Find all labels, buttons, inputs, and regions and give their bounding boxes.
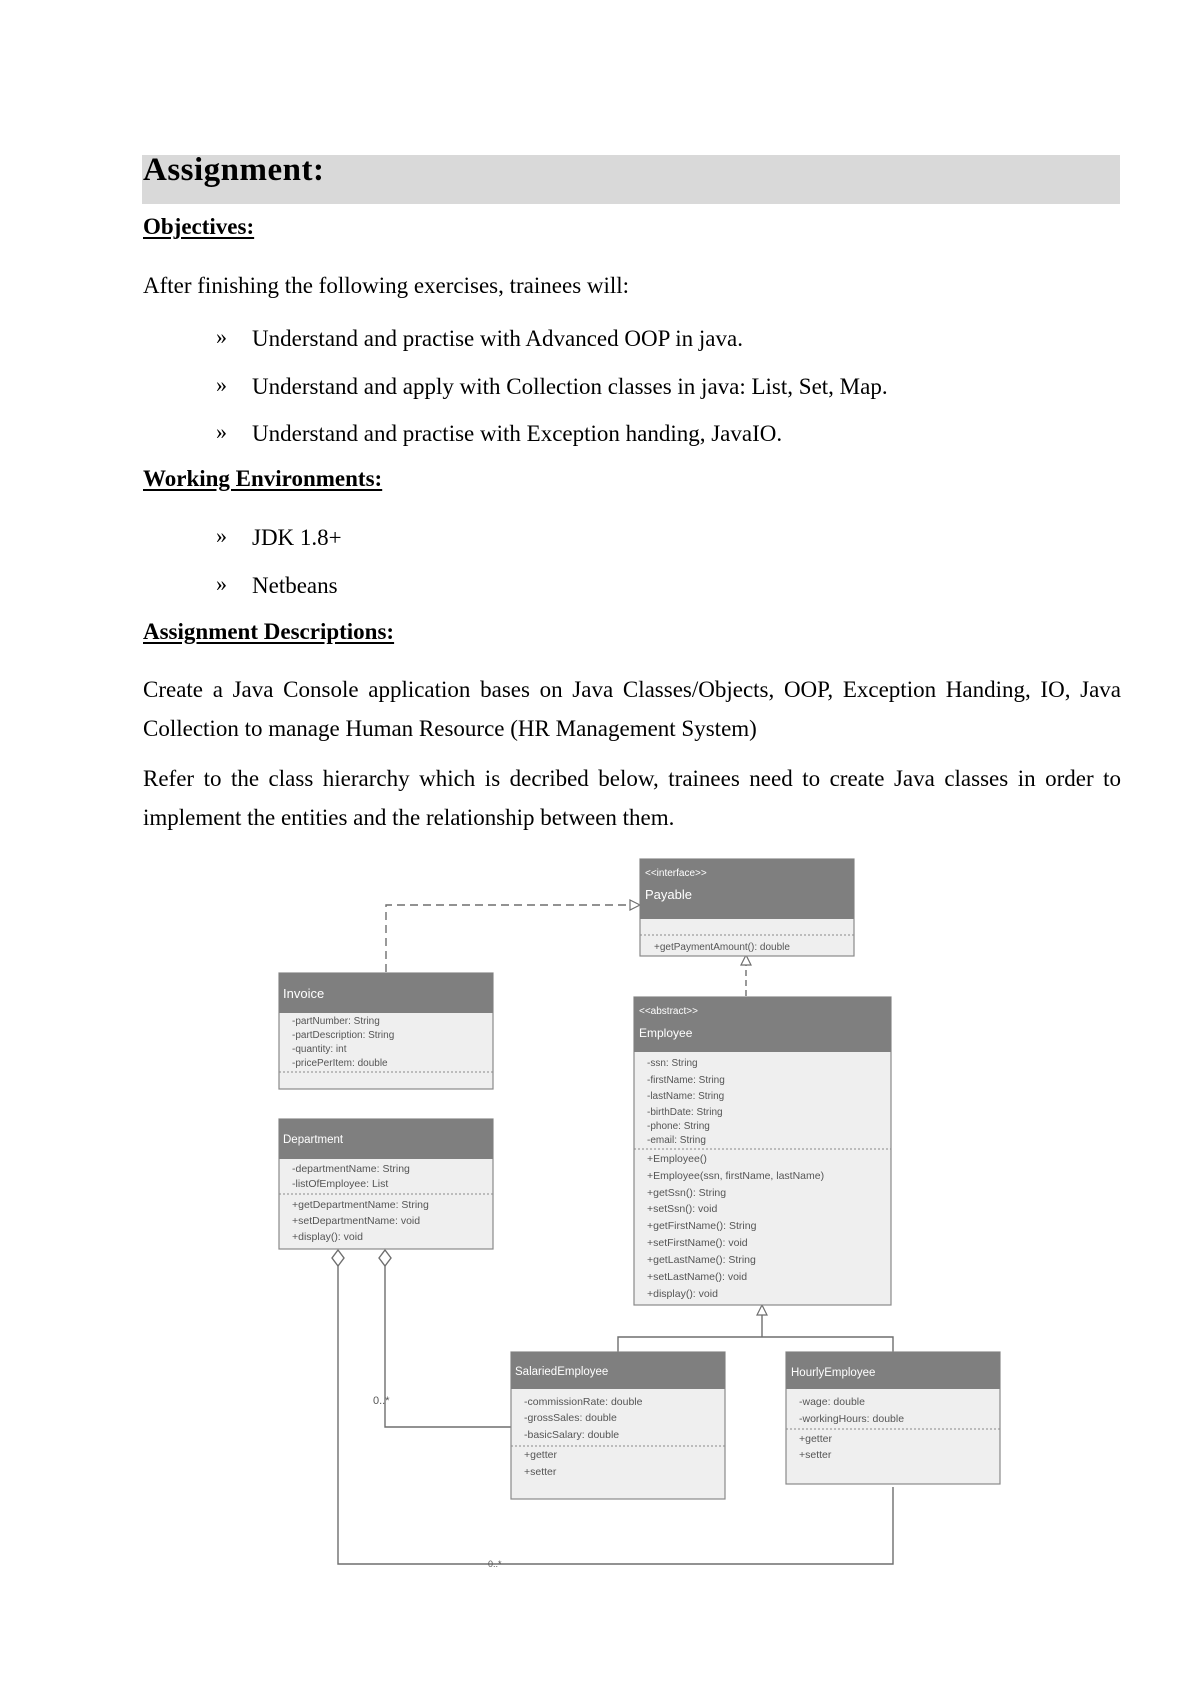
bullet-icon: » — [216, 523, 227, 548]
department-salaried-aggregation-line — [385, 1266, 511, 1427]
attribute-label: -basicSalary: double — [524, 1429, 620, 1441]
attribute-label: -lastName: String — [647, 1091, 725, 1102]
stereotype-label: <<abstract>> — [639, 1006, 698, 1017]
method-label: +setter — [799, 1449, 832, 1461]
salaried-generalization-line — [618, 1337, 762, 1352]
attribute-label: -email: String — [647, 1135, 706, 1146]
bullet-icon: » — [216, 419, 227, 444]
bullet-icon: » — [216, 571, 227, 596]
method-label: +getFirstName(): String — [647, 1220, 757, 1232]
method-label: +setFirstName(): void — [647, 1237, 748, 1249]
method-label: +getLastName(): String — [647, 1254, 756, 1266]
class-name: Payable — [645, 887, 692, 902]
method-label: +getter — [799, 1433, 832, 1445]
bullet-icon: » — [216, 372, 227, 397]
hourly-generalization-line — [762, 1337, 893, 1352]
environments-heading: Working Environments: — [143, 466, 383, 491]
list-item-text: Understand and practise with Exception handing, JavaIO. — [252, 421, 783, 446]
method-label: +Employee() — [647, 1153, 707, 1165]
method-label: +getPaymentAmount(): double — [654, 942, 790, 953]
method-label: +display(): void — [292, 1231, 363, 1243]
bullet-icon: » — [216, 324, 227, 349]
attribute-label: -wage: double — [799, 1396, 865, 1408]
attribute-label: -phone: String — [647, 1121, 710, 1132]
attribute-label: -firstName: String — [647, 1075, 725, 1086]
invoice-realization-line — [386, 905, 640, 972]
attribute-label: -ssn: String — [647, 1058, 698, 1069]
list-item-text: Understand and apply with Collection classes in java: List, Set, Map. — [252, 374, 888, 399]
class-box-invoice — [279, 973, 493, 1089]
method-label: +getSsn(): String — [647, 1187, 727, 1199]
attribute-label: -pricePerItem: double — [292, 1058, 388, 1069]
attribute-label: -birthDate: String — [647, 1107, 723, 1118]
attribute-label: -partDescription: String — [292, 1030, 395, 1041]
class-box-payable — [640, 859, 854, 956]
method-label: +Employee(ssn, firstName, lastName) — [647, 1170, 825, 1182]
method-label: +setDepartmentName: void — [292, 1215, 421, 1227]
descriptions-heading: Assignment Descriptions: — [143, 619, 395, 644]
method-label: +getter — [524, 1449, 557, 1461]
attribute-label: -partNumber: String — [292, 1016, 380, 1027]
class-box-employee — [634, 997, 891, 1305]
page-title: Assignment: — [143, 152, 325, 188]
description-paragraph: Create a Java Console application bases on Java Classes/Objects, OOP, Exception Handing, IO, Java Collection to manage Human Resource (HR Management System) — [143, 677, 1121, 741]
objectives-intro: After finishing the following exercises, trainees will: — [143, 273, 630, 298]
method-label: +setter — [524, 1466, 557, 1478]
attribute-label: -workingHours: double — [799, 1413, 905, 1425]
class-name: Invoice — [283, 986, 325, 1001]
list-item-text: JDK 1.8+ — [252, 525, 342, 550]
class-name: SalariedEmployee — [515, 1366, 609, 1378]
attribute-label: -departmentName: String — [292, 1163, 410, 1175]
class-box-salaried-employee — [511, 1352, 725, 1499]
list-item-text: Netbeans — [252, 573, 338, 598]
class-name: Department — [283, 1134, 344, 1146]
method-label: +display(): void — [647, 1288, 718, 1300]
class-box-department — [279, 1119, 493, 1249]
aggregation-diamond-icon — [332, 1250, 344, 1266]
attribute-label: -commissionRate: double — [524, 1396, 643, 1408]
attribute-label: -grossSales: double — [524, 1412, 617, 1424]
objectives-heading: Objectives: — [143, 214, 255, 239]
class-box-hourly-employee — [786, 1352, 1000, 1484]
stereotype-label: <<interface>> — [645, 868, 707, 879]
list-item-text: Understand and practise with Advanced OOP in java. — [252, 326, 743, 351]
class-name: Employee — [639, 1026, 693, 1040]
method-label: +setSsn(): void — [647, 1203, 718, 1215]
attribute-label: -quantity: int — [292, 1044, 347, 1055]
aggregation-diamond-icon — [379, 1250, 391, 1266]
method-label: +setLastName(): void — [647, 1271, 748, 1283]
class-name: HourlyEmployee — [791, 1367, 876, 1379]
method-label: +getDepartmentName: String — [292, 1199, 429, 1211]
attribute-label: -listOfEmployee: List — [292, 1178, 389, 1190]
multiplicity-label: 0..* — [488, 1559, 502, 1569]
multiplicity-label: 0..* — [373, 1395, 390, 1407]
description-paragraph: Refer to the class hierarchy which is decribed below, trainees need to create Java classes in order to implement the entities and the relationship between them. — [143, 766, 1121, 830]
